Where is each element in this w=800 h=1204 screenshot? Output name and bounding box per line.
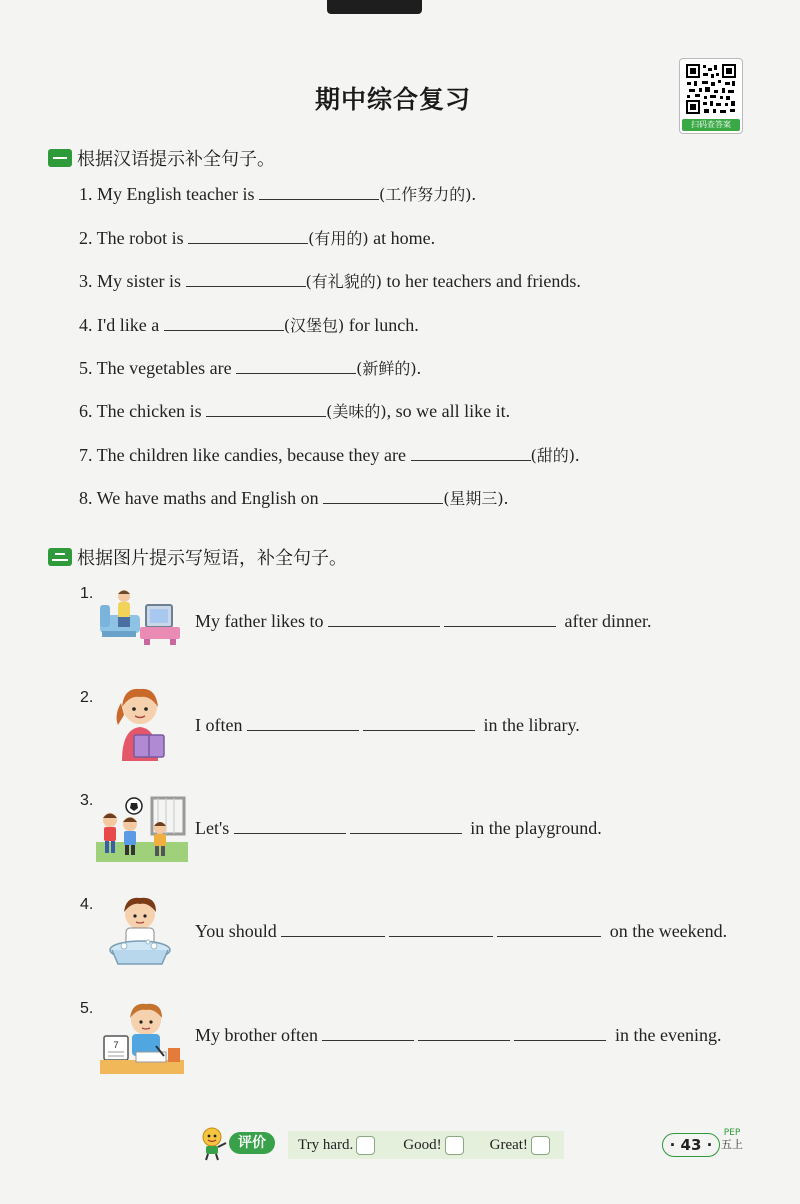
s1-item-8-before: 8. We have maths and English on — [79, 488, 324, 508]
s1-hint-7: (甜的) — [530, 446, 576, 465]
s2-item-5-before: My brother often — [195, 1025, 323, 1045]
s1-blank-8[interactable] — [323, 489, 443, 504]
read-books-picture — [110, 685, 170, 763]
s1-hint-2: (有用的) — [308, 229, 369, 248]
s1-item-1-before: 1. My English teacher is — [79, 184, 259, 204]
s1-item-2 — [79, 227, 435, 250]
watch-tv-picture — [98, 587, 186, 649]
s1-item-8 — [79, 487, 508, 510]
s1-blank-1[interactable] — [259, 185, 379, 200]
s2-sentence-2 — [195, 714, 580, 736]
s2-item-2-before: I often — [195, 715, 247, 735]
s1-item-2-after: at home. — [368, 228, 436, 248]
s2-num-5: 5. — [80, 1000, 94, 1017]
s1-item-6-before: 6. The chicken is — [79, 401, 207, 421]
s1-hint-6: (美味的) — [326, 402, 387, 421]
s2-blank-5c[interactable] — [514, 1026, 606, 1041]
s1-item-5 — [79, 357, 421, 380]
s2-item-3-after: in the playground. — [465, 818, 602, 838]
s1-item-5-after: . — [416, 358, 422, 378]
s1-hint-8: (星期三) — [443, 489, 504, 508]
eval-option-label-3: Great! — [489, 1136, 528, 1153]
eval-checkbox-2[interactable] — [445, 1136, 464, 1155]
s2-blank-1a[interactable] — [328, 612, 440, 627]
s1-item-6 — [79, 400, 510, 423]
eval-checkbox-3[interactable] — [531, 1136, 550, 1155]
s2-blank-2a[interactable] — [247, 716, 359, 731]
s1-hint-5: (新鲜的) — [356, 359, 417, 378]
evaluation-bar — [288, 1131, 564, 1159]
s1-blank-4[interactable] — [164, 316, 284, 331]
section-one-badge — [48, 149, 72, 167]
s2-num-2: 2. — [80, 689, 94, 706]
eval-option-try-hard[interactable] — [298, 1136, 375, 1155]
s1-item-8-after: . — [503, 488, 509, 508]
s2-blank-3b[interactable] — [350, 819, 462, 834]
s2-blank-2b[interactable] — [363, 716, 475, 731]
s2-blank-1b[interactable] — [444, 612, 556, 627]
s1-blank-5[interactable] — [236, 359, 356, 374]
s2-blank-5a[interactable] — [322, 1026, 414, 1041]
s2-sentence-3 — [195, 817, 602, 839]
s2-item-5-after: in the evening. — [610, 1025, 722, 1045]
qr-label: 扫码查答案 — [682, 119, 740, 131]
s2-item-1-after: after dinner. — [559, 611, 652, 631]
eval-option-label-2: Good! — [403, 1136, 442, 1153]
eval-badge: 评价 — [229, 1132, 275, 1154]
eval-option-label-1: Try hard. — [298, 1136, 354, 1153]
svg-text:7: 7 — [113, 1040, 119, 1050]
do-homework-picture — [100, 996, 184, 1076]
s1-blank-7[interactable] — [411, 446, 531, 461]
section2-title: 根据图片提示写短语，补全句子。 — [77, 548, 347, 569]
s1-item-2-before: 2. The robot is — [79, 228, 189, 248]
eval-checkbox-1[interactable] — [356, 1136, 375, 1155]
s2-blank-3a[interactable] — [234, 819, 346, 834]
section2-heading — [48, 544, 347, 570]
wash-clothes-picture — [104, 894, 180, 968]
eval-option-great[interactable] — [490, 1136, 550, 1155]
s2-num-4: 4. — [80, 896, 94, 913]
s2-item-1-before: My father likes to — [195, 611, 328, 631]
s1-hint-1: (工作努力的) — [378, 185, 472, 204]
s1-hint-4: (汉堡包) — [283, 316, 345, 335]
s1-item-6-after: , so we all like it. — [386, 401, 511, 421]
section-two-badge — [48, 548, 72, 566]
s1-item-7 — [79, 444, 580, 467]
s1-blank-6[interactable] — [206, 402, 326, 417]
s2-blank-4c[interactable] — [497, 922, 601, 937]
s2-blank-5b[interactable] — [418, 1026, 510, 1041]
qr-code-icon — [685, 63, 737, 115]
s1-item-7-after: . — [575, 445, 580, 465]
s1-item-4 — [79, 314, 419, 337]
eval-option-good[interactable] — [403, 1136, 463, 1155]
s2-sentence-4 — [195, 920, 727, 942]
page-title: 期中综合复习 — [314, 85, 471, 114]
s2-sentence-5 — [195, 1024, 721, 1046]
s1-item-3 — [79, 270, 581, 293]
grade-text: 五上 — [721, 1138, 743, 1151]
section1-heading — [48, 145, 275, 171]
s2-blank-4b[interactable] — [389, 922, 493, 937]
s2-sentence-1 — [195, 610, 651, 632]
s1-blank-2[interactable] — [188, 229, 308, 244]
s1-item-1 — [79, 183, 476, 206]
s2-item-4-after: on the weekend. — [605, 921, 728, 941]
s2-blank-4a[interactable] — [281, 922, 385, 937]
edition-label — [721, 1128, 743, 1152]
play-football-picture — [96, 794, 188, 862]
mascot-icon — [198, 1125, 230, 1161]
section1-title: 根据汉语提示补全句子。 — [77, 149, 275, 170]
top-tab-mark — [327, 0, 422, 14]
s1-hint-3: (有礼貌的) — [305, 272, 383, 291]
s1-item-1-after: . — [471, 184, 476, 204]
qr-code[interactable] — [679, 58, 743, 134]
s1-blank-3[interactable] — [186, 272, 306, 287]
s1-item-4-before: 4. I'd like a — [79, 315, 164, 335]
s1-item-7-before: 7. The children like candies, because they are — [79, 445, 411, 465]
s2-item-2-after: in the library. — [478, 715, 580, 735]
s2-item-4-before: You should — [195, 921, 282, 941]
s2-item-3-before: Let's — [195, 818, 234, 838]
s2-num-3: 3. — [80, 792, 94, 809]
page-number: · 43 · — [662, 1133, 720, 1157]
s1-item-4-after: for lunch. — [344, 315, 419, 335]
s2-num-1: 1. — [80, 585, 94, 602]
s1-item-5-before: 5. The vegetables are — [79, 358, 237, 378]
edition-text: PEP — [723, 1128, 741, 1138]
s1-item-3-after: to her teachers and friends. — [382, 271, 581, 291]
s1-item-3-before: 3. My sister is — [79, 271, 186, 291]
